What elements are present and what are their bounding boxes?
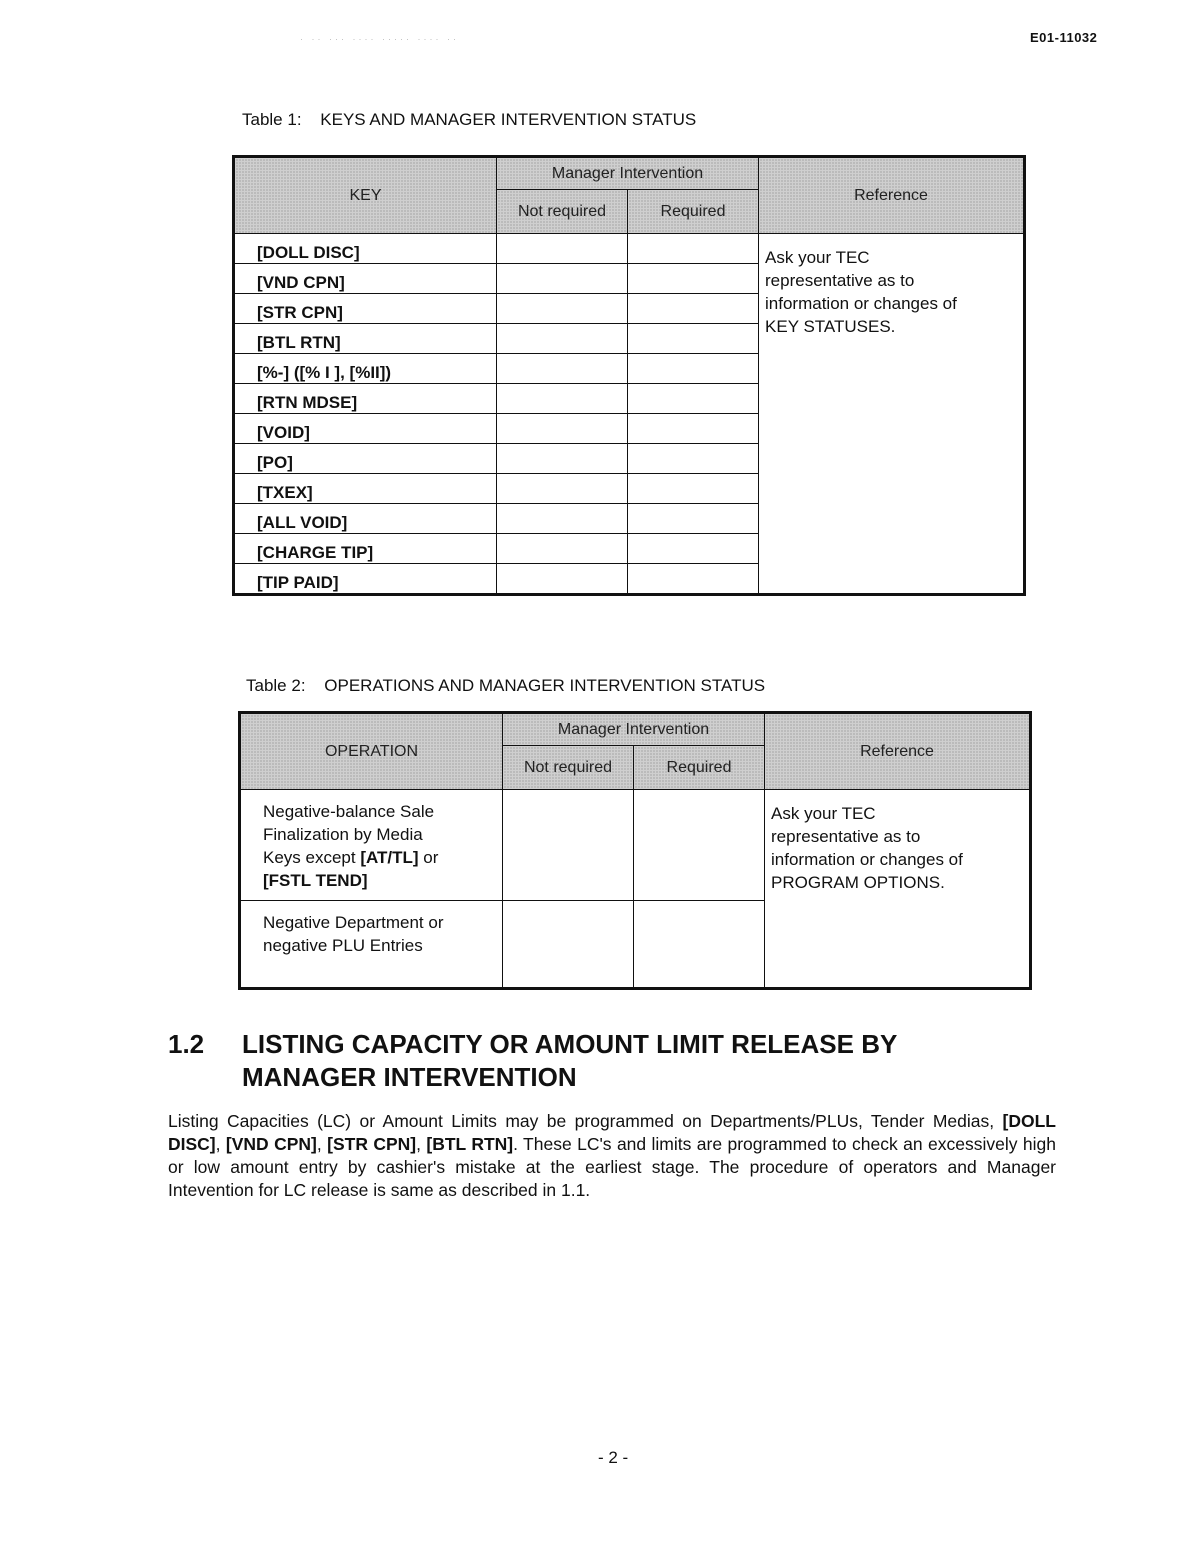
not-required-cell [503,901,634,989]
section-paragraph: Listing Capacities (LC) or Amount Limits may be programmed on Departments/PLUs, Tender Medias, [DOLL DISC], [VND CPN], [STR CPN], [BTL RTN]. These LC's and limits are programmed to check an excessively high or low amount entry by cashier's mistake at the earliest stage. The procedure of operators and Manager Intevention for LC release is same as described in 1.1. [168,1111,1056,1200]
not-required-cell [497,234,628,264]
required-cell [628,264,759,294]
not-required-cell [497,324,628,354]
table2-reference-header: Reference [765,713,1031,790]
keys-status-table [232,155,1026,596]
key-row-label: [CHARGE TIP] [234,534,497,564]
required-cell [628,564,759,595]
table2-not-required-header: Not required [503,746,634,790]
not-required-cell [497,564,628,595]
key-row-label: [TIP PAID] [234,564,497,595]
key-row-label: [%-] ([% I ], [%II]) [234,354,497,384]
not-required-cell [497,504,628,534]
table1-key-header: KEY [234,157,497,234]
key-row-label: [RTN MDSE] [234,384,497,414]
table1-group-header: Manager Intervention [497,157,759,190]
table1-caption-label: Table 1: [242,110,302,129]
not-required-cell [497,444,628,474]
required-cell [634,901,765,989]
table2-operation-header: OPERATION [240,713,503,790]
key-row-label: [TXEX] [234,474,497,504]
not-required-cell [497,414,628,444]
not-required-cell [497,354,628,384]
operation-negative-department: Negative Department or negative PLU Entries [240,901,503,989]
required-cell [628,474,759,504]
table2-caption-title: OPERATIONS AND MANAGER INTERVENTION STATUS [324,676,766,695]
required-cell [628,534,759,564]
not-required-cell [497,534,628,564]
required-cell [634,790,765,901]
section-number: 1.2 [168,1029,205,1059]
required-cell [628,354,759,384]
scan-noise: · ·· ··· ···· ····· ···· ·· [300,34,459,44]
table2-caption-label: Table 2: [246,676,306,695]
operation-negative-balance: Negative-balance Sale Finalization by Media Keys except [AT/TL] or [FSTL TEND] [240,790,503,901]
page-number: - 2 - [598,1448,629,1467]
not-required-cell [497,264,628,294]
table2-group-header: Manager Intervention [503,713,765,746]
key-row-label: [PO] [234,444,497,474]
section-title: LISTING CAPACITY OR AMOUNT LIMIT RELEASE BY MANAGER INTERVENTION [242,1029,898,1092]
required-cell [628,234,759,264]
key-row-label: [BTL RTN] [234,324,497,354]
required-cell [628,504,759,534]
required-cell [628,324,759,354]
table1-caption [242,110,696,130]
table2-caption [246,676,765,696]
table1-caption-title: KEYS AND MANAGER INTERVENTION STATUS [320,110,697,129]
table2-required-header: Required [634,746,765,790]
required-cell [628,414,759,444]
table1-not-required-header: Not required [497,190,628,234]
not-required-cell [503,790,634,901]
operations-status-table [238,711,1032,990]
not-required-cell [497,384,628,414]
required-cell [628,384,759,414]
table1-reference-cell: Ask your TEC representative as to information or changes of KEY STATUSES. [759,234,1025,595]
table1-reference-header: Reference [759,157,1025,234]
key-row-label: [VOID] [234,414,497,444]
key-row-label: [STR CPN] [234,294,497,324]
required-cell [628,444,759,474]
key-row-label: [DOLL DISC] [234,234,497,264]
required-cell [628,294,759,324]
table1-required-header: Required [628,190,759,234]
not-required-cell [497,294,628,324]
key-row-label: [ALL VOID] [234,504,497,534]
not-required-cell [497,474,628,504]
document-code: E01-11032 [1030,30,1098,45]
key-row-label: [VND CPN] [234,264,497,294]
table2-reference-cell: Ask your TEC representative as to information or changes of PROGRAM OPTIONS. [765,790,1031,989]
